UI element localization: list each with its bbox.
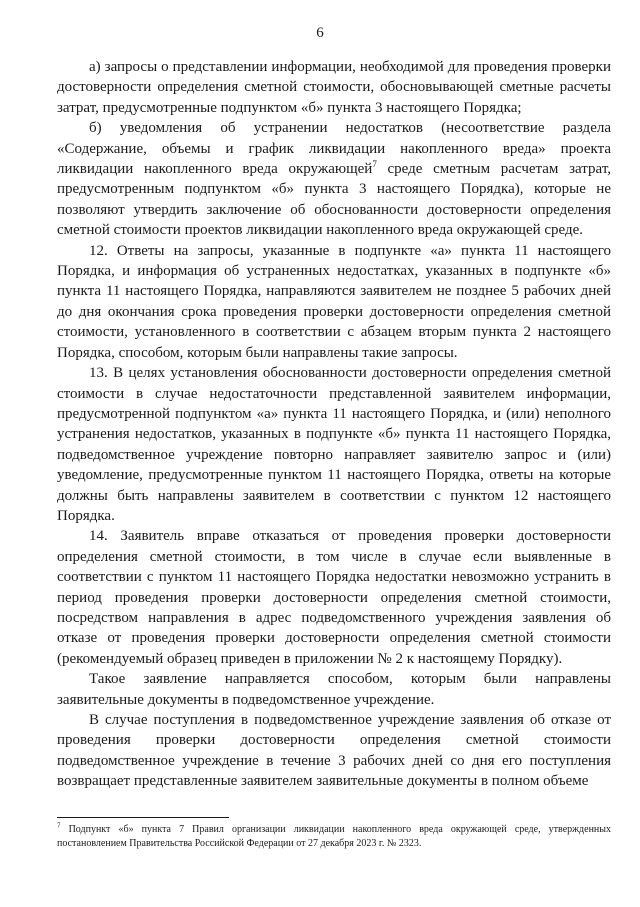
paragraph-subitem-a: а) запросы о представлении информации, необходимой для проведения проверки достоверности определения сметной стоимости, обосновывающей сметные расчеты затрат, предусмотренные подпунктом «б» пункта 3 настоящего Порядка; bbox=[57, 59, 611, 116]
footnote-marker: 7 bbox=[57, 821, 61, 830]
page-number: 6 bbox=[316, 25, 324, 41]
paragraph-item-14-refusal: В случае поступления в подведомственное учреждение заявления об отказе от проведения проверки достоверности определения сметной стоимости подведомственное учреждение в течение 3 рабочих дней со дня его поступления возвращает представленные заявителем заявительные документы в полном объеме bbox=[57, 712, 611, 790]
document-body bbox=[57, 57, 611, 792]
paragraph-item-13: 13. В целях установления обоснованности достоверности определения сметной стоимости в случае недостаточности представленной заявителем информации, предусмотренной подпунктом «а» пункта 11 настоящего Порядка, и (или) неполного устранения недостатков, указанных в подпункте «б» пункта 11 настоящего Порядка, подведомственное учреждение повторно направляет заявителю запрос и (или) уведомление, предусмотренные пунктом 11 настоящего Порядка, ответы на которые должны быть направлены заявителем в соответствии с пунктом 12 настоящего Порядка. bbox=[57, 365, 611, 524]
paragraph-text: среде сметным расчетам затрат, предусмотренным подпунктом «б» пункта 3 настоящего Порядка), которые не позволяют утвердить заключение об обоснованности достоверности определения сметной стоимости проектов ликвидации накопленного вреда окружающей среде. bbox=[57, 161, 611, 239]
footnote-text: Подпункт «б» пункта 7 Правил организации ликвидации накопленного вреда окружающей среде, утвержденных постановлением Правительства Российской Федерации от 27 декабря 2023 г. № 2323. bbox=[57, 824, 611, 849]
footnote-reference[interactable]: 7 bbox=[372, 159, 377, 170]
paragraph-item-14-continued: Такое заявление направляется способом, которым были направлены заявительные документы в подведомственное учреждение. bbox=[57, 671, 611, 708]
paragraph-text: б) уведомления об устранении недостатков (несоответствие раздела «Содержание, объемы и график ликвидации накопленного вреда» проекта ликвидации накопленного вреда окружающей bbox=[57, 120, 611, 178]
footnote bbox=[57, 823, 611, 851]
paragraph-item-14: 14. Заявитель вправе отказаться от проведения проверки достоверности определения сметной стоимости, в том числе в случае если выявленные в соответствии с пунктом 11 настоящего Порядка недостатки невозможно устранить в период проведения проверки достоверности определения сметной стоимости, посредством направления в адрес подведомственного учреждения заявления об отказе от проведения проверки достоверности определения сметной стоимости (рекомендуемый образец приведен в приложении № 2 к настоящему Порядку). bbox=[57, 528, 611, 667]
footnote-divider bbox=[57, 817, 229, 818]
paragraph-subitem-b bbox=[57, 118, 611, 240]
paragraph-item-12: 12. Ответы на запросы, указанные в подпункте «а» пункта 11 настоящего Порядка, и информация об устраненных недостатках, указанных в подпункте «б» пункта 11 настоящего Порядка, направляются заявителем не позднее 5 рабочих дней до дня окончания срока проведения проверки достоверности определения сметной стоимости, установленного в соответствии с абзацем вторым пункта 2 настоящего Порядка, способом, которым были направлены такие запросы. bbox=[57, 242, 611, 361]
